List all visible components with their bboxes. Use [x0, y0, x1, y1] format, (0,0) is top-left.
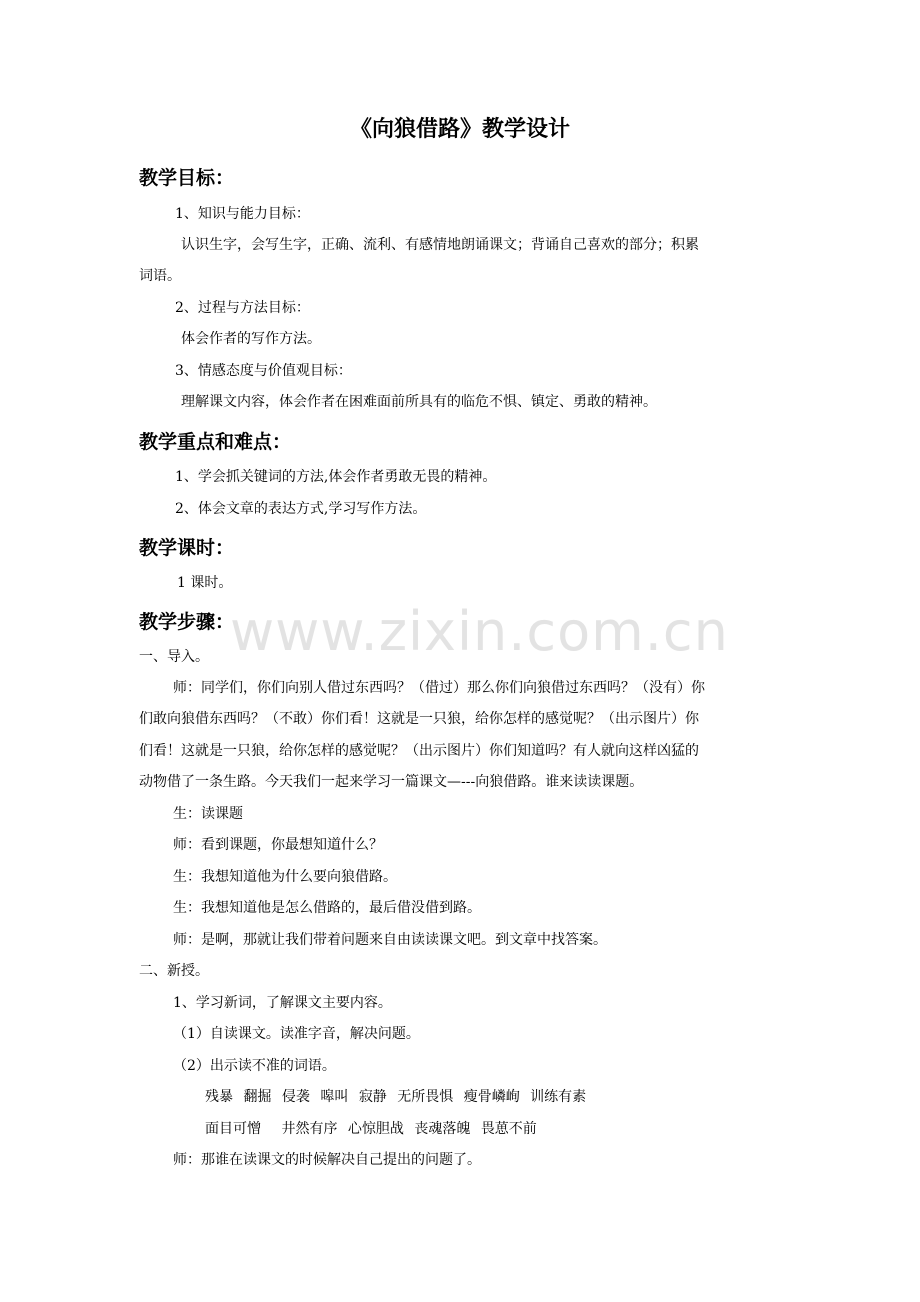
vocab-word: 翻掘 — [243, 1089, 272, 1105]
dialog-student-2: 生：我想知道他为什么要向狼借路。 — [173, 869, 397, 885]
duration-text: 1 课时。 — [177, 575, 233, 591]
step-sub1: 1、学习新词，了解课文主要内容。 — [173, 995, 392, 1011]
objective-2-label: 2、过程与方法目标： — [175, 300, 310, 316]
paragraph-line: 师：同学们，你们向别人借过东西吗？（借过）那么你们向狼借过东西吗？（没有）你 — [173, 680, 705, 696]
vocab-word: 侵袭 — [281, 1089, 310, 1105]
dialog-teacher-2: 师：是啊，那就让我们带着问题来自由读读课文吧。到文章中找答案。 — [173, 932, 607, 948]
heading-objectives: 教学目标： — [139, 167, 235, 189]
objective-3-text: 理解课文内容，体会作者在困难面前所具有的临危不惧、镇定、勇敢的精神。 — [181, 394, 657, 410]
paragraph-line: 动物借了一条生路。今天我们一起来学习一篇课文—---向狼借路。谁来读读课题。 — [139, 774, 644, 790]
vocab-word: 心惊胆战 — [347, 1121, 404, 1137]
objective-1-label: 1、知识与能力目标： — [175, 206, 310, 222]
step-sub1-a: （1）自读课文。读准字音，解决问题。 — [173, 1026, 420, 1042]
objective-1-line2: 词语。 — [139, 268, 181, 284]
vocab-word: 残暴 — [205, 1089, 233, 1105]
watermark: www.zixin.com.cn — [230, 600, 729, 663]
objective-3-label: 3、情感态度与价值观目标： — [175, 363, 352, 379]
vocab-word: 瘦骨嶙峋 — [463, 1089, 520, 1105]
vocab-word: 面目可憎 — [205, 1121, 261, 1137]
dialog-teacher-1: 师：看到课题，你最想知道什么？ — [173, 837, 383, 853]
vocab-word: 丧魂落魄 — [414, 1121, 471, 1137]
keypoint-1: 1、学会抓关键词的方法,体会作者勇敢无畏的精神。 — [175, 469, 497, 485]
page-title: 《向狼借路》教学设计 — [349, 117, 570, 142]
heading-duration: 教学课时： — [139, 537, 235, 559]
dialog-student-1: 生：读课题 — [173, 806, 243, 822]
heading-keypoints: 教学重点和难点： — [139, 431, 292, 453]
step-part2: 二、新授。 — [139, 963, 209, 979]
paragraph-line: 们看！这就是一只狼，给你怎样的感觉呢？（出示图片）你们知道吗？有人就向这样凶猛的 — [139, 743, 699, 759]
objective-1-line1: 认识生字，会写生字，正确、流利、有感情地朗诵课文；背诵自己喜欢的部分；积累 — [181, 237, 699, 253]
step-part1: 一、导入。 — [139, 649, 209, 665]
keypoint-2: 2、体会文章的表达方式,学习写作方法。 — [175, 501, 427, 517]
vocab-word: 畏葸不前 — [480, 1121, 537, 1137]
vocab-word: 井然有序 — [281, 1121, 338, 1137]
vocab-row-1 — [205, 1087, 592, 1107]
vocab-word: 无所畏惧 — [397, 1089, 454, 1105]
vocab-word: 嗥叫 — [320, 1089, 349, 1105]
vocab-row-2 — [205, 1119, 543, 1139]
paragraph-line: 们敢向狼借东西吗？（不敢）你们看！这就是一只狼，给你怎样的感觉呢？（出示图片）你 — [139, 711, 699, 727]
dialog-student-3: 生：我想知道他是怎么借路的，最后借没借到路。 — [173, 900, 481, 916]
dialog-teacher-3: 师：那谁在读课文的时候解决自己提出的问题了。 — [173, 1152, 481, 1168]
heading-steps: 教学步骤： — [139, 611, 235, 633]
step-sub1-b: （2）出示读不准的词语。 — [173, 1058, 336, 1074]
objective-2-text: 体会作者的写作方法。 — [181, 331, 321, 347]
vocab-word: 寂静 — [358, 1089, 387, 1105]
vocab-word: 训练有素 — [530, 1089, 587, 1105]
